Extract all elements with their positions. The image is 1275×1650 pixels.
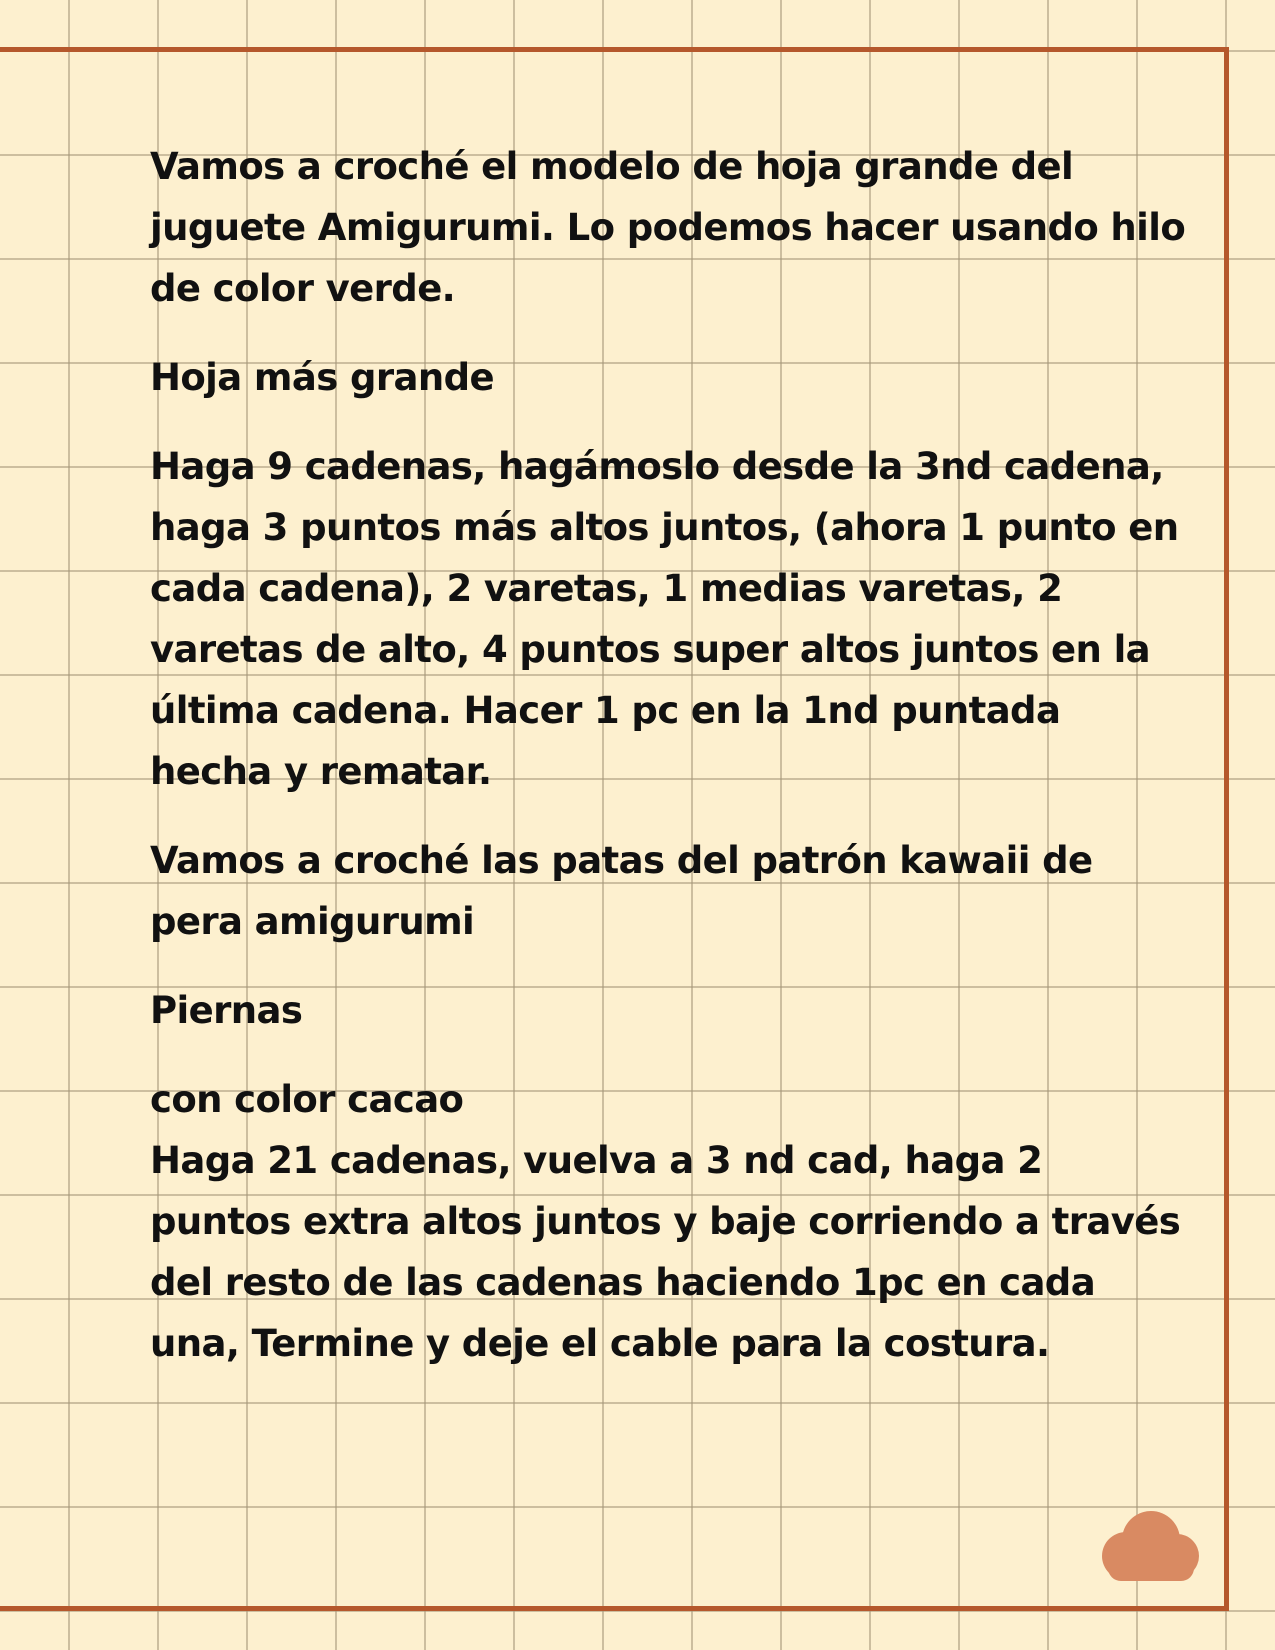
leaf-instructions: Haga 9 cadenas, hagámoslo desde la 3nd cadena, haga 3 puntos más altos juntos, (ahora 1 punto en cada cadena), 2 varetas, 1 medias varetas, 2 varetas de alto, 4 puntos super altos juntos en la última cadena. Hacer 1 pc en la 1nd puntada hecha y rematar. xyxy=(150,445,1179,793)
legs-intro-paragraph: Vamos a croché las patas del patrón kawaii de pera amigurumi xyxy=(150,839,1093,943)
section-heading-leaf: Hoja más grande xyxy=(150,356,494,399)
document-body xyxy=(150,136,1190,1402)
intro-paragraph: Vamos a croché el modelo de hoja grande del juguete Amigurumi. Lo podemos hacer usando hilo de color verde. xyxy=(150,145,1186,310)
legs-color-note: con color cacao xyxy=(150,1078,464,1121)
cloud-icon xyxy=(1098,1510,1202,1586)
section-heading-legs: Piernas xyxy=(150,989,303,1032)
legs-instructions: Haga 21 cadenas, vuelva a 3 nd cad, haga 2 puntos extra altos juntos y baje corriendo a través del resto de las cadenas haciendo 1pc en cada una, Termine y deje el cable para la costura. xyxy=(150,1139,1181,1365)
